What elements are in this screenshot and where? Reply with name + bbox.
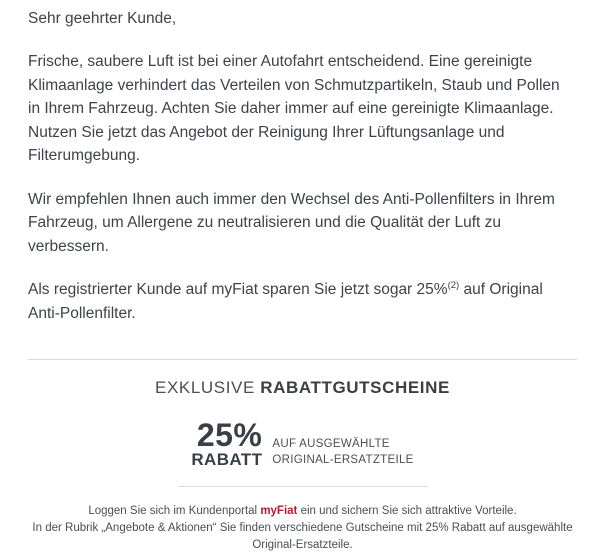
discount-badge xyxy=(28,417,577,470)
footer-line-1-before: Loggen Sie sich im Kundenportal xyxy=(88,505,261,517)
discount-label: RABATT xyxy=(191,450,263,469)
section-divider xyxy=(28,359,577,360)
salutation: Sehr geehrter Kunde, xyxy=(28,10,177,27)
coupon-headline xyxy=(28,378,577,398)
offer-text-after: auf Original Anti-Pollenfilter. xyxy=(28,281,543,322)
offer-text-before: Als registrierter Kunde auf myFiat sparen Sie jetzt sogar 25% xyxy=(28,281,448,298)
coupon-headline-bold: RABATTGUTSCHEINE xyxy=(260,378,450,397)
footer-line-1 xyxy=(28,503,577,520)
discount-details xyxy=(272,436,413,470)
footer-line-1-after: ein und sichern Sie sich attraktive Vorteile. xyxy=(297,505,517,517)
letter-body xyxy=(28,0,577,325)
discount-detail-line-2: ORIGINAL-ERSATZTEILE xyxy=(272,454,414,466)
paragraph-pollen-filter: Wir empfehlen Ihnen auch immer den Wechsel des Anti-Pollenfilters in Ihrem Fahrzeug, um Allergene zu neutralisieren und die Qualität der Luft zu verbessern. xyxy=(28,190,555,255)
footer-line-2: In der Rubrik „Angebote & Aktionen“ Sie finden verschiedene Gutscheine mit 25% Rabatt auf ausgewählte xyxy=(32,522,573,534)
footer-note xyxy=(28,503,577,554)
paragraph-offer xyxy=(28,278,568,325)
brand-myfiat-link[interactable]: myFiat xyxy=(260,505,298,517)
paragraph-air-quality: Frische, saubere Luft ist bei einer Autofahrt entscheidend. Eine gereinigte Klimaanlage verhindert das Verteilen von Schmutzpartikeln, Staub und Pollen in Ihrem Fahrzeug. Achten Sie daher immer auf eine gereinigte Klimaanlage. Nutzen Sie jetzt das Angebot der Reinigung Ihrer Lüftungsanlage und Filterumgebung. xyxy=(28,53,560,164)
footer-line-3: Original-Ersatzteile. xyxy=(252,539,353,551)
offer-footnote-marker: (2) xyxy=(447,279,460,291)
discount-amount-group xyxy=(191,417,263,470)
coupon-divider xyxy=(178,486,428,487)
discount-percent: 25% xyxy=(196,417,263,453)
discount-detail-line-1: AUF AUSGEWÄHLTE xyxy=(272,438,390,450)
coupon-headline-light: EXKLUSIVE xyxy=(155,378,261,397)
